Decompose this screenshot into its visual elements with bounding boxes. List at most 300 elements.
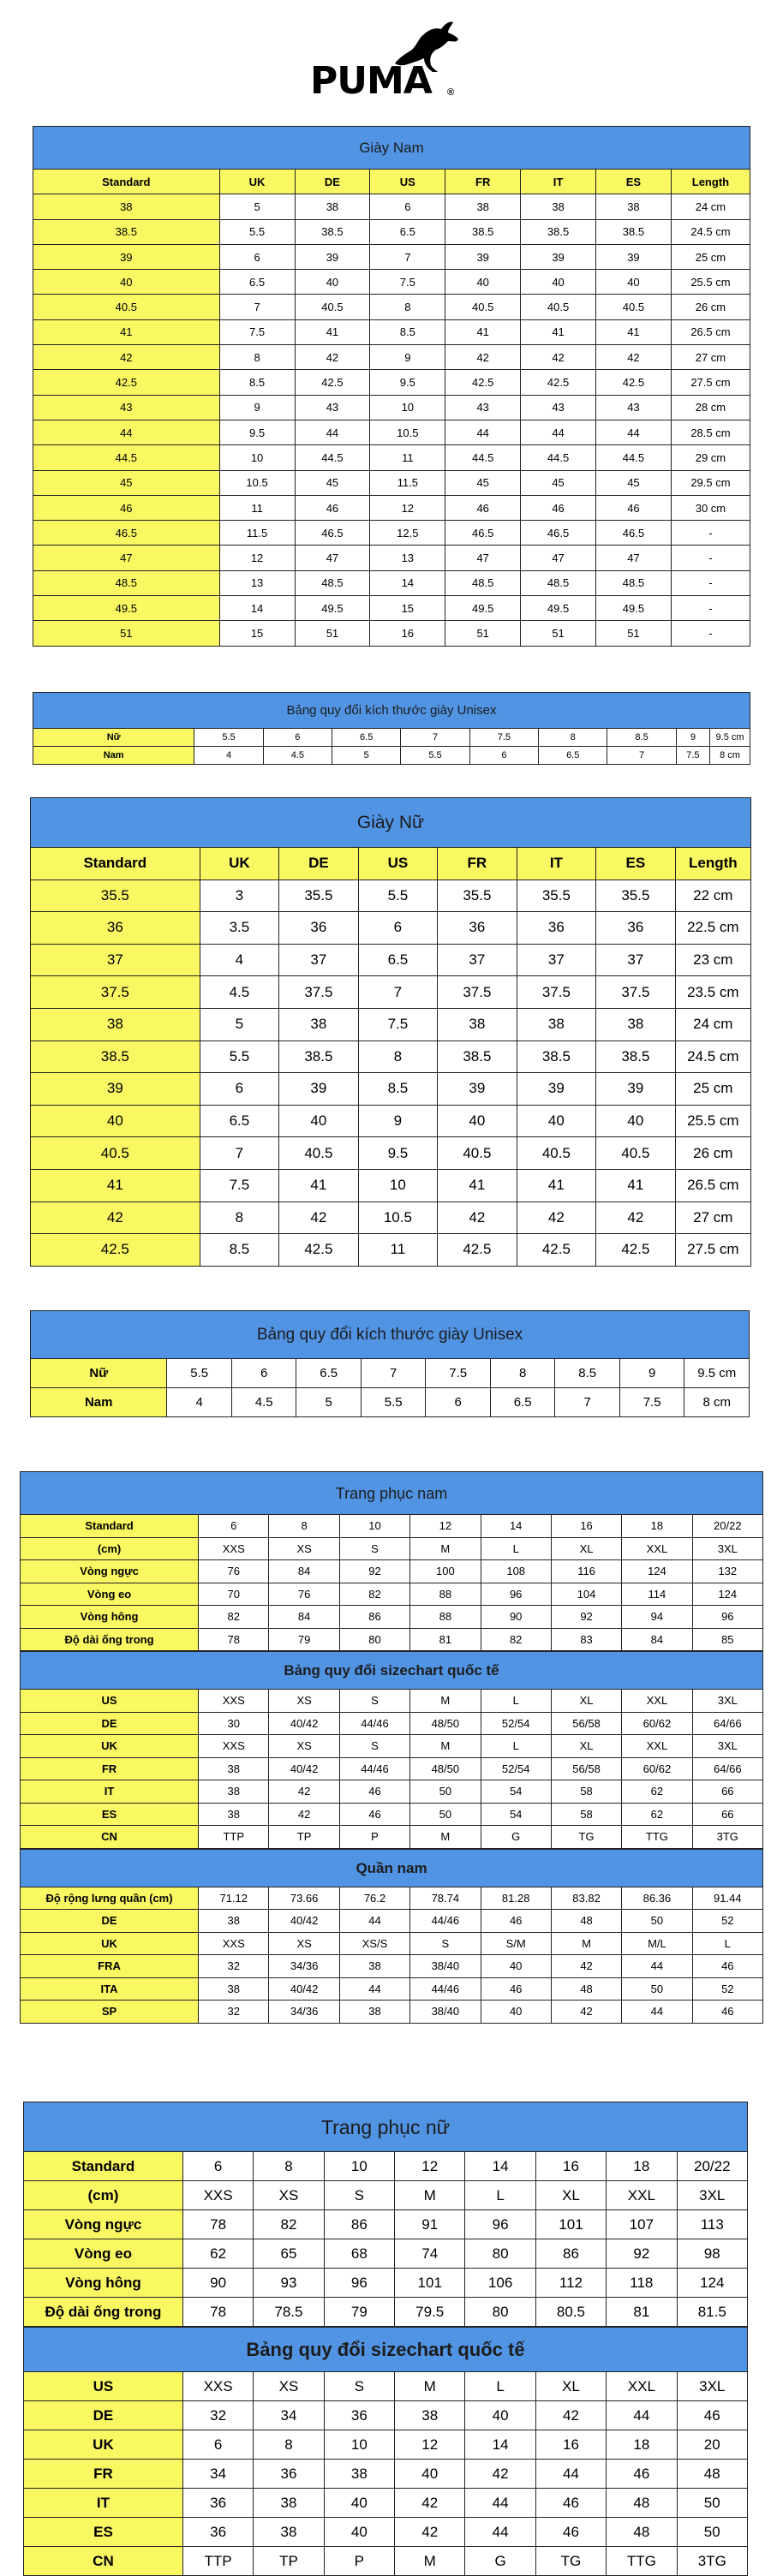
table-cell: 60/62 [622, 1757, 692, 1780]
row-label: Nữ [31, 1359, 167, 1388]
men-shoes-grid [33, 169, 750, 647]
table-row [21, 1955, 763, 1978]
table-cell: 30 [199, 1712, 269, 1735]
table-cell: TG [535, 2547, 606, 2576]
unisex-large-title: Bảng quy đổi kích thước giày Unisex [30, 1310, 750, 1358]
row-label: 45 [33, 470, 220, 495]
table-row [24, 2401, 748, 2430]
table-cell: 7 [358, 976, 438, 1009]
table-cell: 38 [324, 2460, 394, 2489]
table-cell: 37.5 [279, 976, 359, 1009]
table-cell: 6 [263, 729, 332, 747]
table-cell: 54 [481, 1803, 551, 1826]
table-cell: 42 [465, 2460, 535, 2489]
table-cell: - [671, 546, 750, 570]
table-cell: 124 [622, 1560, 692, 1583]
table-cell: 8 [254, 2152, 324, 2181]
table-cell: XS [269, 1932, 339, 1955]
men-pants-title: Quần nam [20, 1849, 763, 1887]
table-cell: TTG [622, 1826, 692, 1849]
women-apparel-table [23, 2102, 748, 2576]
table-cell: 40 [324, 2518, 394, 2547]
row-label: UK [21, 1735, 199, 1758]
table-cell: 60/62 [622, 1712, 692, 1735]
table-cell: 38 [279, 1008, 359, 1041]
table-cell: 6.5 [332, 729, 401, 747]
table-cell: 108 [481, 1560, 551, 1583]
table-cell: 40/42 [269, 1977, 339, 2001]
row-label: 41 [33, 319, 220, 344]
table-cell: 44 [535, 2460, 606, 2489]
table-cell: 7 [401, 729, 469, 747]
table-cell: 66 [692, 1803, 762, 1826]
table-cell: 38.5 [596, 1041, 676, 1073]
table-row [33, 295, 750, 319]
table-cell: 38 [295, 194, 370, 219]
table-cell: 83.82 [551, 1887, 621, 1910]
table-cell: XL [551, 1735, 621, 1758]
table-cell: 88 [410, 1606, 481, 1629]
table-cell: 24 cm [671, 194, 750, 219]
table-cell: 44 [295, 420, 370, 444]
table-cell: 5.5 [167, 1359, 232, 1388]
table-cell: 50 [622, 1910, 692, 1933]
table-cell: 92 [339, 1560, 409, 1583]
table-cell: 38/40 [410, 2001, 481, 2024]
table-cell: 32 [182, 2401, 253, 2430]
table-cell: XXL [622, 1735, 692, 1758]
row-label: UK [24, 2430, 183, 2460]
table-cell: XXS [199, 1537, 269, 1560]
table-cell: 30 cm [671, 495, 750, 520]
table-cell: 46.5 [445, 521, 521, 546]
table-cell: 36 [596, 912, 676, 945]
table-cell: 3TG [692, 1826, 762, 1849]
table-cell: 12 [219, 546, 295, 570]
table-cell: 78 [182, 2298, 253, 2327]
table-cell: 40 [481, 2001, 551, 2024]
table-cell: XXS [199, 1690, 269, 1713]
table-cell: 42 [395, 2518, 465, 2547]
table-cell: 39 [445, 244, 521, 269]
table-cell: 76.2 [339, 1887, 409, 1910]
table-cell: 35.5 [596, 880, 676, 912]
men-apparel-intl-grid [20, 1689, 763, 1849]
table-cell: 13 [370, 546, 445, 570]
table-cell: 46 [339, 1780, 409, 1804]
table-cell: TG [551, 1826, 621, 1849]
row-label: Nữ [33, 729, 194, 747]
table-cell: 38.5 [438, 1041, 517, 1073]
table-cell: 79 [324, 2298, 394, 2327]
table-row [33, 621, 750, 646]
table-row [21, 1537, 763, 1560]
table-cell: 39 [521, 244, 596, 269]
table-cell: 48.5 [295, 570, 370, 595]
table-row [31, 1008, 751, 1041]
table-cell: 5 [296, 1388, 362, 1417]
registered-mark: ® [447, 87, 455, 98]
table-cell: 84 [622, 1628, 692, 1651]
table-cell: 38 [517, 1008, 596, 1041]
table-cell: 8.5 [370, 319, 445, 344]
table-cell: 7 [555, 1388, 620, 1417]
table-row [24, 2152, 748, 2181]
table-cell: 40 [521, 270, 596, 295]
table-row [33, 445, 750, 470]
table-cell: 4.5 [263, 747, 332, 765]
table-cell: 6.5 [296, 1359, 362, 1388]
table-cell: 37.5 [517, 976, 596, 1009]
men-apparel-table [20, 1471, 763, 2024]
table-cell: 46 [481, 1977, 551, 2001]
table-cell: 6.5 [200, 1105, 279, 1137]
table-cell: 10 [358, 1169, 438, 1202]
table-cell: 8 [539, 729, 607, 747]
table-cell: UK [200, 848, 279, 880]
row-label: 42 [31, 1202, 200, 1234]
table-cell: 38 [254, 2518, 324, 2547]
table-cell: 24 cm [675, 1008, 750, 1041]
table-cell: 11.5 [370, 470, 445, 495]
table-row [33, 170, 750, 194]
table-cell: 38 [199, 1803, 269, 1826]
table-cell: 96 [324, 2269, 394, 2298]
table-cell: 9 [619, 1359, 684, 1388]
table-cell: 44/46 [339, 1757, 409, 1780]
table-cell: 44 [596, 420, 672, 444]
table-cell: 8 [254, 2430, 324, 2460]
table-cell: 8.5 [200, 1234, 279, 1267]
table-cell: 84 [269, 1560, 339, 1583]
table-cell: 98 [677, 2239, 747, 2269]
table-cell: 32 [199, 2001, 269, 2024]
table-cell: 8 [490, 1359, 555, 1388]
table-cell: 8.5 [607, 729, 676, 747]
table-cell: 46 [677, 2401, 747, 2430]
table-cell: XXS [182, 2181, 253, 2210]
table-cell: 22.5 cm [675, 912, 750, 945]
table-cell: IT [521, 170, 596, 194]
table-cell: XXS [182, 2372, 253, 2401]
table-cell: 42 [295, 345, 370, 370]
table-cell: 3 [200, 880, 279, 912]
table-row [33, 370, 750, 395]
table-cell: 37.5 [438, 976, 517, 1009]
table-row [33, 596, 750, 621]
table-cell: 48 [607, 2518, 677, 2547]
table-cell: 36 [517, 912, 596, 945]
table-cell: 46 [339, 1803, 409, 1826]
row-label: 40 [31, 1105, 200, 1137]
table-cell: 35.5 [279, 880, 359, 912]
table-cell: 7.5 [200, 1169, 279, 1202]
table-cell: 42 [551, 1955, 621, 1978]
table-cell: 116 [551, 1560, 621, 1583]
table-cell: 25.5 cm [675, 1105, 750, 1137]
table-cell: 3.5 [200, 912, 279, 945]
row-label: Độ dài ống trong [24, 2298, 183, 2327]
table-cell: 6.5 [370, 219, 445, 244]
table-cell: L [481, 1690, 551, 1713]
table-row [21, 1735, 763, 1758]
table-cell: 38 [445, 194, 521, 219]
table-cell: 80 [465, 2239, 535, 2269]
row-label: (cm) [24, 2181, 183, 2210]
table-cell: 26.5 cm [675, 1169, 750, 1202]
table-cell: 39 [596, 244, 672, 269]
row-label: Standard [21, 1515, 199, 1538]
table-cell: 82 [481, 1628, 551, 1651]
table-cell: 5.5 [194, 729, 263, 747]
table-cell: 51 [521, 621, 596, 646]
table-cell: 32 [199, 1955, 269, 1978]
table-cell: 38.5 [279, 1041, 359, 1073]
table-cell: 44/46 [410, 1977, 481, 2001]
table-cell: 7.5 [370, 270, 445, 295]
table-cell: S [339, 1690, 409, 1713]
table-cell: 40.5 [596, 295, 672, 319]
table-row [21, 1757, 763, 1780]
table-cell: 44 [521, 420, 596, 444]
table-cell: 40 [395, 2460, 465, 2489]
table-cell: 104 [551, 1583, 621, 1606]
table-cell: 44 [339, 1910, 409, 1933]
table-cell: 37 [279, 944, 359, 976]
table-cell: 36 [182, 2518, 253, 2547]
table-cell: 52/54 [481, 1757, 551, 1780]
table-cell: 14 [465, 2152, 535, 2181]
table-cell: 38.5 [517, 1041, 596, 1073]
table-cell: XS [269, 1735, 339, 1758]
table-cell: 35.5 [517, 880, 596, 912]
table-cell: 48.5 [445, 570, 521, 595]
table-cell: 15 [370, 596, 445, 621]
table-cell: 28 cm [671, 395, 750, 420]
table-row [21, 2001, 763, 2024]
table-cell: 5.5 [200, 1041, 279, 1073]
table-cell: 114 [622, 1583, 692, 1606]
table-cell: 40.5 [445, 295, 521, 319]
table-cell: M [410, 1537, 481, 1560]
table-cell: 18 [607, 2152, 677, 2181]
table-cell: 26.5 cm [671, 319, 750, 344]
table-cell: 81.5 [677, 2298, 747, 2327]
table-row [31, 880, 751, 912]
table-row [31, 1169, 751, 1202]
table-cell: 38 [395, 2401, 465, 2430]
table-row [21, 1932, 763, 1955]
table-cell: 7 [607, 747, 676, 765]
table-cell: L [481, 1537, 551, 1560]
row-label: CN [24, 2547, 183, 2576]
table-cell: 76 [269, 1583, 339, 1606]
row-label: UK [21, 1932, 199, 1955]
table-cell: 56/58 [551, 1712, 621, 1735]
table-cell: 44.5 [521, 445, 596, 470]
table-cell: 82 [254, 2210, 324, 2239]
table-cell: 8 [200, 1202, 279, 1234]
table-cell: 58 [551, 1780, 621, 1804]
table-cell: 48 [677, 2460, 747, 2489]
row-label: FR [24, 2460, 183, 2489]
table-cell: XL [551, 1537, 621, 1560]
row-label: 38 [31, 1008, 200, 1041]
table-cell: XS [269, 1690, 339, 1713]
table-cell: 40 [279, 1105, 359, 1137]
table-row [24, 2298, 748, 2327]
table-cell: 4 [200, 944, 279, 976]
table-cell: 39 [295, 244, 370, 269]
table-cell: 78 [182, 2210, 253, 2239]
unisex-large-table [30, 1310, 750, 1417]
row-label: 40.5 [31, 1137, 200, 1170]
table-row [31, 1105, 751, 1137]
table-cell: TTG [607, 2547, 677, 2576]
women-shoes-table [30, 797, 751, 1267]
table-cell: 7.5 [469, 729, 538, 747]
table-cell: 9.5 cm [710, 729, 750, 747]
table-cell: 50 [410, 1803, 481, 1826]
table-cell: M [410, 1690, 481, 1713]
table-cell: 49.5 [521, 596, 596, 621]
row-label: CN [21, 1826, 199, 1849]
table-cell: 6 [426, 1388, 491, 1417]
table-cell: 5 [219, 194, 295, 219]
table-cell: 79.5 [395, 2298, 465, 2327]
table-cell: 5.5 [401, 747, 469, 765]
table-cell: 39 [517, 1073, 596, 1106]
table-row [33, 495, 750, 520]
table-cell: XL [551, 1690, 621, 1713]
men-pants-grid [20, 1887, 763, 2024]
row-label: IT [21, 1780, 199, 1804]
table-cell: 47 [596, 546, 672, 570]
men-shoes-title: Giày Nam [33, 126, 750, 169]
table-cell: 51 [596, 621, 672, 646]
table-cell: 44 [622, 1955, 692, 1978]
table-cell: 9.5 [370, 370, 445, 395]
table-cell: 9.5 [219, 420, 295, 444]
table-cell: 44/46 [339, 1712, 409, 1735]
table-cell: S [410, 1932, 481, 1955]
table-cell: 40/42 [269, 1712, 339, 1735]
row-label: Nam [31, 1388, 167, 1417]
table-cell: 46.5 [596, 521, 672, 546]
table-cell: 5.5 [358, 880, 438, 912]
table-cell: 46 [521, 495, 596, 520]
table-cell: XXL [607, 2181, 677, 2210]
table-cell: 62 [622, 1803, 692, 1826]
table-row [33, 729, 750, 747]
row-label: DE [21, 1910, 199, 1933]
table-cell: 29.5 cm [671, 470, 750, 495]
table-cell: 3TG [677, 2547, 747, 2576]
table-cell: M [395, 2372, 465, 2401]
table-cell: 36 [438, 912, 517, 945]
row-label: US [24, 2372, 183, 2401]
table-cell: S [324, 2181, 394, 2210]
table-cell: 12 [395, 2430, 465, 2460]
row-label: 43 [33, 395, 220, 420]
table-cell: 51 [445, 621, 521, 646]
table-cell: 49.5 [295, 596, 370, 621]
table-row [21, 1690, 763, 1713]
table-row [31, 1359, 750, 1388]
table-cell: 41 [517, 1169, 596, 1202]
table-cell: 24.5 cm [671, 219, 750, 244]
table-cell: 40/42 [269, 1910, 339, 1933]
table-cell: 10.5 [219, 470, 295, 495]
table-cell: 42.5 [521, 370, 596, 395]
table-cell: 34 [254, 2401, 324, 2430]
table-cell: 46 [535, 2518, 606, 2547]
table-cell: 4.5 [200, 976, 279, 1009]
table-cell: US [370, 170, 445, 194]
row-label: 44 [33, 420, 220, 444]
table-cell: XXS [199, 1932, 269, 1955]
table-cell: XXL [622, 1537, 692, 1560]
table-cell: XS/S [339, 1932, 409, 1955]
table-cell: 78.74 [410, 1887, 481, 1910]
table-cell: 20/22 [677, 2152, 747, 2181]
table-cell: 100 [410, 1560, 481, 1583]
table-cell: 8 cm [684, 1388, 750, 1417]
table-cell: 65 [254, 2239, 324, 2269]
table-cell: 44.5 [295, 445, 370, 470]
table-cell: 47 [295, 546, 370, 570]
table-row [24, 2547, 748, 2576]
table-cell: TP [269, 1826, 339, 1849]
table-cell: 79 [269, 1628, 339, 1651]
table-cell: 49.5 [445, 596, 521, 621]
table-cell: 10 [324, 2430, 394, 2460]
table-cell: 42.5 [279, 1234, 359, 1267]
table-cell: 41 [279, 1169, 359, 1202]
table-cell: 9 [219, 395, 295, 420]
table-cell: 42.5 [517, 1234, 596, 1267]
row-label: 42.5 [33, 370, 220, 395]
table-cell: 6.5 [219, 270, 295, 295]
table-cell: 5 [332, 747, 401, 765]
row-label: 51 [33, 621, 220, 646]
table-cell: 46 [596, 495, 672, 520]
table-cell: 96 [481, 1583, 551, 1606]
table-cell: 11 [358, 1234, 438, 1267]
table-cell: 28.5 cm [671, 420, 750, 444]
table-cell: 113 [677, 2210, 747, 2239]
table-cell: 7 [361, 1359, 426, 1388]
table-cell: 42 [279, 1202, 359, 1234]
table-cell: 6.5 [539, 747, 607, 765]
table-cell: 40 [295, 270, 370, 295]
row-label: 48.5 [33, 570, 220, 595]
table-cell: 14 [370, 570, 445, 595]
table-row [24, 2489, 748, 2518]
table-cell: 3XL [692, 1735, 762, 1758]
table-cell: 118 [607, 2269, 677, 2298]
table-cell: 40.5 [438, 1137, 517, 1170]
table-cell: 112 [535, 2269, 606, 2298]
table-cell: 42 [395, 2489, 465, 2518]
table-row [31, 1388, 750, 1417]
table-cell: 38 [254, 2489, 324, 2518]
table-cell: 40.5 [521, 295, 596, 319]
table-cell: 16 [535, 2430, 606, 2460]
table-cell: 38 [596, 194, 672, 219]
row-label: 49.5 [33, 596, 220, 621]
table-cell: 6.5 [358, 944, 438, 976]
